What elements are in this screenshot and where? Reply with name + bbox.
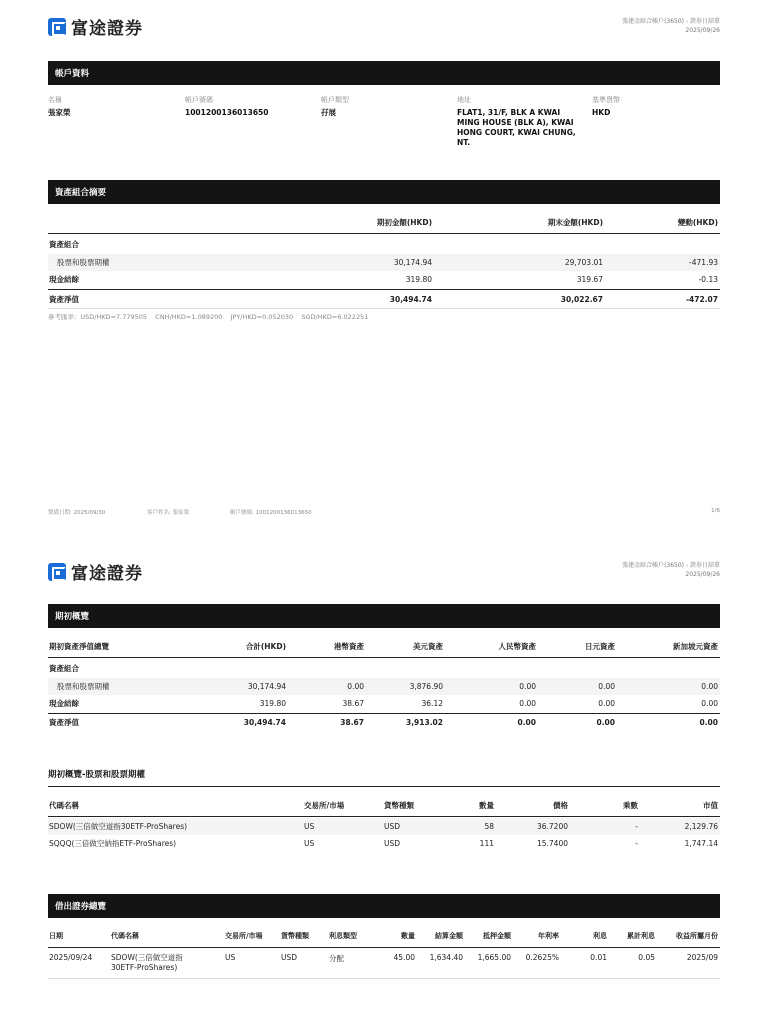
statement-date: 2025/09/26 — [685, 27, 720, 34]
row-open: 30,494.74 — [389, 295, 432, 304]
cell-usd: 3,913.02 — [405, 718, 443, 727]
value-address: FLAT1, 31/F, BLK A KWAI MING HOUSE (BLK A), KWAI HONG COURT, KWAI CHUNG, NT. — [457, 108, 576, 147]
header-annual-rate: 年利率 — [538, 932, 559, 940]
header-qty: 數量 — [479, 800, 494, 810]
cell-market-value: 2,129.76 — [684, 822, 718, 831]
table-rule — [48, 816, 720, 817]
summary-group-row — [48, 237, 720, 252]
cell-accum-interest: 0.05 — [638, 953, 655, 962]
header-price: 價格 — [553, 800, 568, 810]
header-hkd: 港幣資產 — [334, 641, 364, 651]
cell-cny: 0.00 — [519, 682, 536, 691]
table-row — [48, 818, 720, 835]
header-usd: 美元資產 — [413, 641, 443, 651]
cell-cny: 0.00 — [519, 699, 536, 708]
table-row — [48, 950, 720, 976]
statement-title: 張建金綜合帳戶(3650) - 證券日結單 — [622, 18, 720, 25]
header-overview: 期初資產淨值總覽 — [49, 641, 109, 651]
value-account-number: 1001200136013650 — [185, 108, 269, 117]
section-title: 期初概覽 — [55, 612, 90, 622]
cell-multiplier: - — [635, 822, 638, 831]
cell-total: 30,174.94 — [247, 682, 286, 691]
cell-sgd: 0.00 — [699, 718, 718, 727]
cell-sgd: 0.00 — [701, 699, 718, 708]
header-code-name: 代碼名稱 — [49, 800, 79, 810]
label-address: 地址 — [457, 96, 471, 104]
group-label: 資產組合 — [49, 240, 79, 249]
group-label: 資產組合 — [49, 663, 79, 673]
cell-currency: USD — [281, 953, 298, 962]
row-label: 股票和股票期權 — [57, 682, 110, 691]
table-rule — [48, 289, 720, 290]
fx-note: 參考匯率: USD/HKD=7.779505 CNH/HKD=1.089200 JPY/HKD=0.052030 SGD/HKD=6.022251 — [48, 313, 369, 321]
opening-header-row — [48, 638, 720, 654]
header-currency: 貨幣種類 — [384, 800, 414, 810]
cell-settle-amount: 1,634.40 — [429, 953, 463, 962]
summary-header-row — [48, 214, 720, 230]
cell-income-month: 2025/09 — [686, 953, 718, 962]
row-label: 現金結餘 — [49, 699, 79, 708]
statement-date: 2025/09/26 — [685, 571, 720, 578]
cell-qty: 111 — [479, 839, 494, 848]
cell-price: 15.7400 — [536, 839, 568, 848]
header-collateral: 抵押金額 — [483, 932, 511, 940]
cell-price: 36.7200 — [536, 822, 568, 831]
cell-hkd: 38.67 — [342, 699, 364, 708]
cell-market: US — [225, 953, 236, 962]
header-accum-interest: 累計利息 — [627, 932, 655, 940]
section-title: 借出證券總覽 — [55, 902, 107, 912]
value-account-type: 孖展 — [321, 108, 336, 117]
table-row — [48, 254, 720, 271]
row-label: 資產淨值 — [49, 295, 79, 304]
cell-jpy: 0.00 — [598, 699, 615, 708]
row-open: 319.80 — [405, 275, 432, 284]
footer-page-number: 1/6 — [711, 508, 720, 514]
statement-title: 張建金綜合帳戶(3650) - 證券日結單 — [622, 562, 720, 569]
brand-name: 富途證券 — [71, 19, 143, 39]
row-change: -0.13 — [698, 275, 718, 284]
brand-logo — [48, 559, 143, 584]
table-row-total — [48, 714, 720, 731]
header-interest-type: 利息類型 — [329, 932, 357, 940]
cell-total: 30,494.74 — [243, 718, 286, 727]
header-interest: 利息 — [593, 932, 607, 940]
label-account-type: 帳戶類型 — [321, 96, 349, 104]
row-change: -471.93 — [689, 258, 718, 267]
header-total: 合計(HKD) — [245, 641, 286, 651]
cell-qty: 58 — [484, 822, 494, 831]
lending-header-row — [48, 928, 720, 944]
cell-usd: 3,876.90 — [409, 682, 443, 691]
cell-sgd: 0.00 — [701, 682, 718, 691]
table-row-total — [48, 291, 720, 308]
brand-name: 富途證券 — [71, 564, 143, 584]
header-opening: 期初金額(HKD) — [376, 217, 432, 227]
row-open: 30,174.94 — [393, 258, 432, 267]
section-bar-lending — [48, 894, 720, 918]
table-rule — [48, 233, 720, 234]
futu-logo-icon — [48, 18, 66, 36]
label-base-currency: 基準貨幣 — [592, 96, 620, 104]
cell-date: 2025/09/24 — [49, 953, 93, 962]
row-label: 股票和股票期權 — [57, 258, 110, 267]
cell-total: 319.80 — [259, 699, 286, 708]
table-row — [48, 678, 720, 695]
section-bar-opening — [48, 604, 720, 628]
futu-logo-icon — [48, 563, 66, 581]
cell-jpy: 0.00 — [598, 682, 615, 691]
table-rule — [48, 657, 720, 658]
section-bar-summary — [48, 180, 720, 204]
table-row — [48, 835, 720, 852]
value-base-currency: HKD — [592, 108, 611, 117]
page-header-info — [622, 17, 720, 35]
row-change: -472.07 — [685, 295, 718, 304]
footer-client: 客戶姓名: 張家榮 — [147, 510, 190, 516]
header-market-value: 市值 — [703, 800, 718, 810]
header-jpy: 日元資產 — [585, 641, 615, 651]
section-bar-account — [48, 61, 720, 85]
table-row — [48, 695, 720, 712]
cell-market: US — [304, 839, 315, 848]
cell-collateral: 1,665.00 — [477, 953, 511, 962]
cell-code-name-line2: 30ETF-ProShares) — [111, 963, 178, 972]
row-close: 319.67 — [576, 275, 603, 284]
cell-cny: 0.00 — [517, 718, 536, 727]
section-title: 資產組合摘要 — [55, 188, 107, 198]
header-closing: 期末金額(HKD) — [547, 217, 603, 227]
footer-date: 製備日期: 2025/09/30 — [48, 510, 106, 516]
table-rule — [48, 947, 720, 948]
cell-jpy: 0.00 — [596, 718, 615, 727]
footer-account: 帳戶號碼: 1001200136013650 — [230, 510, 312, 516]
section-title-stocks: 期初概覽-股票和股票期權 — [48, 770, 146, 780]
value-name: 張家榮 — [48, 108, 71, 117]
cell-hkd: 0.00 — [347, 682, 364, 691]
header-date: 日期 — [49, 932, 63, 940]
header-sgd: 新加坡元資產 — [673, 641, 718, 651]
cell-qty: 45.00 — [393, 953, 415, 962]
opening-group-row — [48, 660, 720, 676]
row-label: 現金結餘 — [49, 275, 79, 284]
cell-interest: 0.01 — [590, 953, 607, 962]
page-header-info — [622, 561, 720, 579]
row-close: 29,703.01 — [564, 258, 603, 267]
header-income-month: 收益所屬月份 — [676, 932, 718, 940]
header-multiplier: 乘數 — [623, 800, 638, 810]
cell-currency: USD — [384, 839, 401, 848]
cell-annual-rate: 0.2625% — [525, 953, 559, 962]
label-account-number: 帳戶號碼 — [185, 96, 213, 104]
cell-hkd: 38.67 — [340, 718, 364, 727]
header-settle-amount: 結算金額 — [435, 932, 463, 940]
cell-multiplier: - — [635, 839, 638, 848]
row-close: 30,022.67 — [560, 295, 603, 304]
header-cny: 人民幣資產 — [498, 641, 536, 651]
table-row — [48, 271, 720, 288]
table-rule — [48, 978, 720, 979]
row-label: 資產淨值 — [49, 718, 79, 727]
cell-code-name — [111, 953, 183, 973]
section-title: 帳戶資料 — [55, 69, 90, 79]
cell-market: US — [304, 822, 315, 831]
header-change: 變動(HKD) — [677, 217, 718, 227]
brand-logo — [48, 14, 143, 39]
header-currency: 貨幣種類 — [281, 932, 309, 940]
header-market: 交易所/市場 — [304, 800, 345, 810]
cell-usd: 36.12 — [421, 699, 443, 708]
cell-currency: USD — [384, 822, 401, 831]
label-name: 名稱 — [48, 96, 62, 104]
stock-header-row — [48, 797, 720, 813]
header-qty: 數量 — [401, 932, 415, 940]
table-rule — [48, 786, 720, 787]
cell-interest-type: 分配 — [329, 954, 344, 963]
cell-code-name-line1: SDOW(三倍做空道指 — [111, 953, 183, 962]
header-market: 交易所/市場 — [225, 932, 263, 940]
cell-code-name: SDOW(三倍做空道指30ETF-ProShares) — [49, 822, 188, 831]
cell-market-value: 1,747.14 — [684, 839, 718, 848]
header-code-name: 代碼名稱 — [111, 932, 139, 940]
cell-code-name: SQQQ(三倍做空納指ETF-ProShares) — [49, 839, 177, 848]
table-rule — [48, 308, 720, 309]
